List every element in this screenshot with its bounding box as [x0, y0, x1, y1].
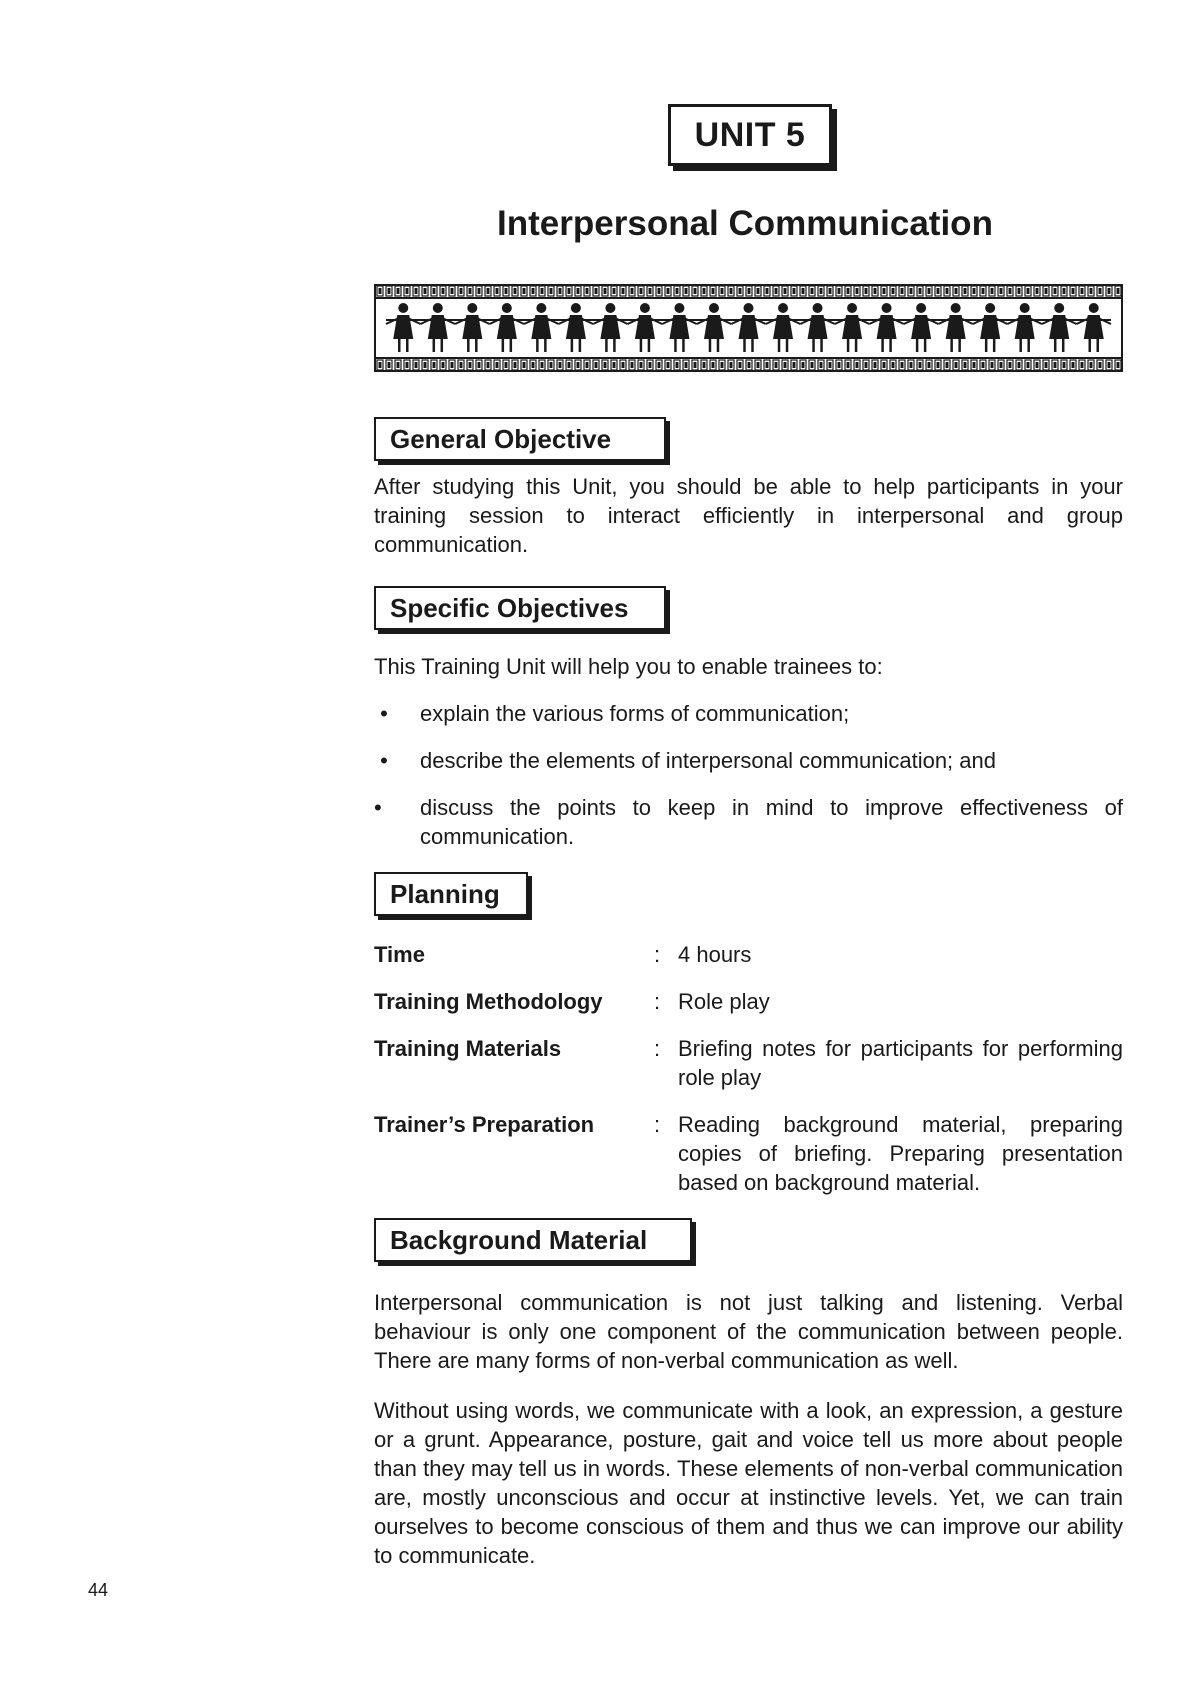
bullet-icon: • — [380, 701, 388, 726]
person-figure-icon — [421, 303, 456, 352]
person-figure-icon — [559, 303, 594, 352]
page-title: Interpersonal Communication — [497, 204, 993, 243]
colon-separator: : — [654, 1036, 661, 1061]
person-figure-icon — [524, 303, 559, 352]
section-heading-general-objective: General Objective — [374, 417, 666, 461]
person-figure-icon — [904, 303, 939, 352]
colon-separator: : — [654, 942, 661, 967]
colon-separator: : — [654, 989, 661, 1014]
band-top-border-pattern — [377, 286, 1121, 296]
page-number: 44 — [88, 1580, 109, 1600]
person-figure-icon — [973, 303, 1008, 352]
person-figure-icon — [490, 303, 525, 352]
background-paragraph-1: Interpersonal communication is not just talking and listening. Verbal behaviour is only one component of the communication between people. There are many forms of non-verbal communication as well. — [374, 1290, 1123, 1373]
background-paragraph-2: Without using words, we communicate with a look, an expression, a gesture or a grunt. Appearance, posture, gait and voice tell us more about people than they may tell us in words. These elements of non-verbal communication are, mostly unconscious and occur at instinctive levels. Yet, we can train ourselves to become conscious of them and thus we can improve our ability to communicate. — [374, 1398, 1123, 1568]
person-figure-icon — [1042, 303, 1077, 352]
list-item: • discuss the points to keep in mind to improve effectiveness of communication. — [374, 795, 1123, 849]
person-figure-icon — [1076, 303, 1111, 352]
person-figure-icon — [800, 303, 835, 352]
person-figure-icon — [697, 303, 732, 352]
section-heading-background-material: Background Material — [374, 1218, 692, 1262]
unit-label: UNIT 5 — [668, 104, 832, 166]
planning-value: 4 hours — [678, 942, 752, 967]
list-item: • describe the elements of interpersonal communication; and — [374, 746, 1123, 775]
planning-value: Role play — [678, 989, 770, 1014]
planning-label: Training Materials — [374, 1036, 562, 1061]
planning-row-methodology — [374, 987, 1123, 1016]
band-figures — [386, 303, 1111, 352]
person-figure-icon — [731, 303, 766, 352]
bullet-icon: • — [374, 795, 382, 820]
planning-label: Time — [374, 942, 425, 967]
decorative-people-band — [374, 284, 1123, 372]
person-figure-icon — [455, 303, 490, 352]
planning-value: Briefing notes for participants for performing role play — [678, 1036, 1123, 1090]
person-figure-icon — [766, 303, 801, 352]
person-figure-icon — [869, 303, 904, 352]
planning-label: Training Methodology — [374, 989, 603, 1014]
specific-objectives-list — [374, 699, 1123, 869]
person-figure-icon — [593, 303, 628, 352]
specific-objectives-intro: This Training Unit will help you to enable trainees to: — [374, 654, 883, 679]
section-heading-specific-objectives: Specific Objectives — [374, 586, 666, 630]
colon-separator: : — [654, 1112, 661, 1137]
general-objective-text: After studying this Unit, you should be able to help participants in your training session to interact efficiently in interpersonal and group communication. — [374, 474, 1123, 557]
planning-value: Reading background material, preparing copies of briefing. Preparing presentation based on background material. — [678, 1112, 1123, 1195]
person-figure-icon — [938, 303, 973, 352]
person-figure-icon — [835, 303, 870, 352]
planning-row-materials — [374, 1034, 1123, 1092]
list-item: • explain the various forms of communication; — [374, 699, 1123, 728]
person-figure-icon — [386, 303, 421, 352]
person-figure-icon — [662, 303, 697, 352]
planning-label: Trainer’s Preparation — [374, 1112, 595, 1137]
bullet-icon: • — [380, 748, 388, 773]
planning-row-time — [374, 940, 1123, 969]
person-figure-icon — [1007, 303, 1042, 352]
section-heading-planning: Planning — [374, 872, 528, 916]
band-bottom-border-pattern — [377, 360, 1121, 370]
planning-table — [374, 940, 1123, 1215]
person-figure-icon — [628, 303, 663, 352]
planning-row-preparation — [374, 1110, 1123, 1197]
